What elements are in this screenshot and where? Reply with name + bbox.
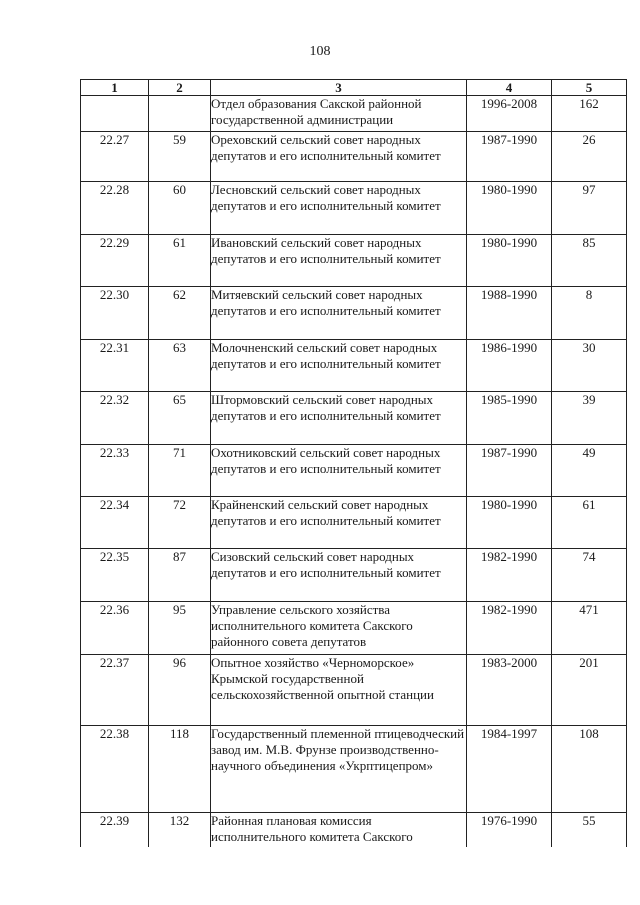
date-range-cell: 1996-2008 [467, 96, 552, 132]
item-count-cell: 201 [552, 655, 627, 726]
item-count-cell: 61 [552, 497, 627, 549]
table-row [81, 235, 627, 287]
fund-name-cell: Управление сельского хозяйства исполнительного комитета Сакского районного совета депутатов [211, 602, 467, 655]
row-number-cell: 22.31 [81, 340, 149, 392]
fund-name-cell: Охотниковский сельский совет народных депутатов и его исполнительный комитет [211, 445, 467, 497]
fund-name-cell: Митяевский сельский совет народных депутатов и его исполнительный комитет [211, 287, 467, 340]
item-count-cell: 55 [552, 813, 627, 847]
fund-name-cell: Районная плановая комиссия исполнительного комитета Сакского [211, 813, 467, 847]
fund-name-cell: Ореховский сельский совет народных депутатов и его исполнительный комитет [211, 132, 467, 182]
fund-number-cell: 63 [149, 340, 211, 392]
item-count-cell: 26 [552, 132, 627, 182]
fund-number-cell: 118 [149, 726, 211, 813]
row-number-cell: 22.32 [81, 392, 149, 445]
table-header-row [81, 80, 627, 96]
fund-number-cell: 87 [149, 549, 211, 602]
fund-number-cell: 61 [149, 235, 211, 287]
date-range-cell: 1976-1990 [467, 813, 552, 847]
fund-number-cell: 65 [149, 392, 211, 445]
date-range-cell: 1983-2000 [467, 655, 552, 726]
row-number-cell: 22.30 [81, 287, 149, 340]
date-range-cell: 1984-1997 [467, 726, 552, 813]
date-range-cell: 1982-1990 [467, 602, 552, 655]
column-header-1: 1 [81, 80, 149, 96]
fund-name-cell: Ивановский сельский совет народных депутатов и его исполнительный комитет [211, 235, 467, 287]
fund-number-cell: 96 [149, 655, 211, 726]
fund-name-cell: Лесновский сельский совет народных депутатов и его исполнительный комитет [211, 182, 467, 235]
table-row [81, 549, 627, 602]
item-count-cell: 30 [552, 340, 627, 392]
fund-number-cell: 60 [149, 182, 211, 235]
row-number-cell: 22.34 [81, 497, 149, 549]
item-count-cell: 39 [552, 392, 627, 445]
table-row [81, 813, 627, 847]
item-count-cell: 108 [552, 726, 627, 813]
row-number-cell: 22.27 [81, 132, 149, 182]
page-number: 108 [309, 44, 331, 59]
row-number-cell: 22.29 [81, 235, 149, 287]
fund-number-cell: 95 [149, 602, 211, 655]
item-count-cell: 97 [552, 182, 627, 235]
fund-name-cell: Государственный племенной птицеводческий завод им. М.В. Фрунзе производственно-научного объединения «Укрптицепром» [211, 726, 467, 813]
date-range-cell: 1987-1990 [467, 445, 552, 497]
table-row [81, 340, 627, 392]
row-number-cell: 22.28 [81, 182, 149, 235]
table-row [81, 182, 627, 235]
fund-name-cell: Сизовский сельский совет народных депутатов и его исполнительный комитет [211, 549, 467, 602]
row-number-cell: 22.37 [81, 655, 149, 726]
item-count-cell: 49 [552, 445, 627, 497]
column-header-5: 5 [552, 80, 627, 96]
date-range-cell: 1987-1990 [467, 132, 552, 182]
date-range-cell: 1985-1990 [467, 392, 552, 445]
fund-number-cell: 59 [149, 132, 211, 182]
column-header-3: 3 [211, 80, 467, 96]
row-number-cell: 22.35 [81, 549, 149, 602]
fund-number-cell: 132 [149, 813, 211, 847]
row-number-cell: 22.38 [81, 726, 149, 813]
column-header-2: 2 [149, 80, 211, 96]
item-count-cell: 74 [552, 549, 627, 602]
table-row [81, 726, 627, 813]
row-number-cell [81, 96, 149, 132]
date-range-cell: 1988-1990 [467, 287, 552, 340]
table-row [81, 287, 627, 340]
row-number-cell: 22.33 [81, 445, 149, 497]
column-header-4: 4 [467, 80, 552, 96]
date-range-cell: 1986-1990 [467, 340, 552, 392]
date-range-cell: 1980-1990 [467, 497, 552, 549]
table-row [81, 497, 627, 549]
table-row [81, 445, 627, 497]
item-count-cell: 471 [552, 602, 627, 655]
fund-name-cell: Опытное хозяйство «Черноморское» Крымской государственной сельскохозяйственной опытной станции [211, 655, 467, 726]
item-count-cell: 8 [552, 287, 627, 340]
date-range-cell: 1982-1990 [467, 549, 552, 602]
fund-name-cell: Штормовский сельский совет народных депутатов и его исполнительный комитет [211, 392, 467, 445]
fund-name-cell: Отдел образования Сакской районной государственной администрации [211, 96, 467, 132]
fund-name-cell: Молочненский сельский совет народных депутатов и его исполнительный комитет [211, 340, 467, 392]
table-row [81, 132, 627, 182]
fund-name-cell: Крайненский сельский совет народных депутатов и его исполнительный комитет [211, 497, 467, 549]
row-number-cell: 22.36 [81, 602, 149, 655]
row-number-cell: 22.39 [81, 813, 149, 847]
item-count-cell: 85 [552, 235, 627, 287]
date-range-cell: 1980-1990 [467, 235, 552, 287]
table-row [81, 655, 627, 726]
fund-number-cell: 71 [149, 445, 211, 497]
fund-number-cell [149, 96, 211, 132]
fund-number-cell: 72 [149, 497, 211, 549]
archive-fund-table [80, 79, 627, 847]
fund-number-cell: 62 [149, 287, 211, 340]
table-row [81, 392, 627, 445]
table-row [81, 96, 627, 132]
table-row [81, 602, 627, 655]
item-count-cell: 162 [552, 96, 627, 132]
date-range-cell: 1980-1990 [467, 182, 552, 235]
